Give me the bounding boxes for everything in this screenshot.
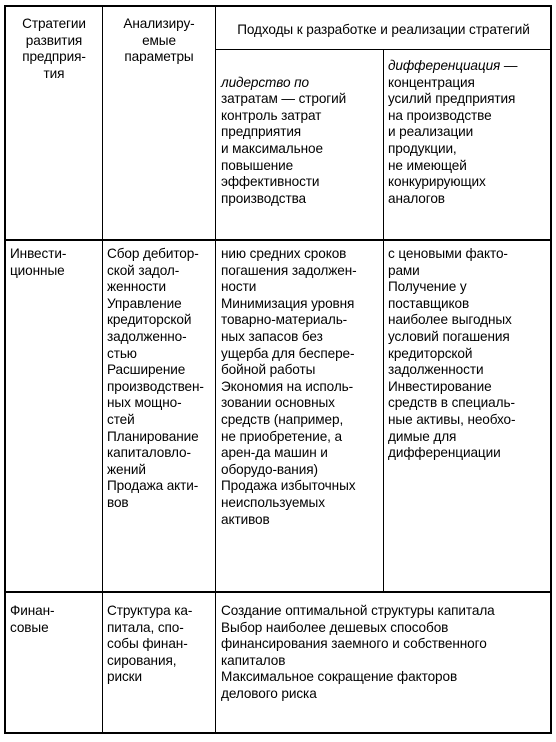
row-investment-leadership: нию средних сроков погашения задолжен- ности Минимизация уровня товарно-материаль- ных запасов без ущерба для беспере- бойной работы Экономия на исполь- зовании основных средств (например, не приобретение, а арен-да машин и оборудо-вания) Продажа избыточных неиспользуемых активов (221, 246, 357, 527)
col1-divider (102, 5, 103, 734)
col2-divider (215, 5, 216, 734)
table-top-border (4, 5, 552, 7)
table-bottom-border (4, 732, 552, 734)
header-approaches: Подходы к разработке и реализации стратегий (237, 22, 530, 37)
row-investment-parameters: Сбор дебитор- ской задол- женности Управление кредиторской задолженно- стью Расширение производствен- ных мощно- стей Планирование капиталовло- жений Продажа акти- вов (107, 246, 204, 510)
row-financial-parameters: Структура ка- питала, спо- собы финан- сирования, риски (107, 603, 193, 685)
header-bottom-border (4, 239, 552, 241)
row-investment-strategy: Инвести- ционные (10, 246, 67, 278)
subheader-leadership (221, 58, 381, 207)
table-left-border (4, 5, 6, 734)
differentiation-body: — концентрация усилий предприятия на производстве и реализации продукции, не имеющей конкурирующих аналогов (388, 58, 518, 206)
table-right-border (550, 5, 552, 734)
subheader-differentiation (388, 58, 548, 207)
header-parameters: Анализиру- емые параметры (123, 16, 195, 65)
row-financial-strategy: Финан- совые (10, 603, 55, 635)
leadership-body: затратам — строгий контроль затрат предприятия и максимальное повышение эффективности производства (221, 91, 347, 206)
differentiation-title: дифференциация (388, 58, 501, 73)
row1-bottom-border (4, 591, 552, 593)
leadership-title: лидерство по (221, 74, 309, 90)
header-strategies: Стратегии развития предприя- тия (22, 16, 86, 81)
row-financial-combined: Создание оптимальной структуры капитала Выбор наиболее дешевых способов финансирования заемного и собственного капиталов Максимальное сокращение факторов делового риска (221, 603, 495, 701)
row-investment-differentiation: с ценовыми факто- рами Получение у поставщиков наиболее выгодных условий погашения кредиторской задолженности Инвестирование средств в специаль- ные активы, необхо- димые для дифференциации (388, 246, 516, 461)
col3-divider (383, 49, 384, 592)
